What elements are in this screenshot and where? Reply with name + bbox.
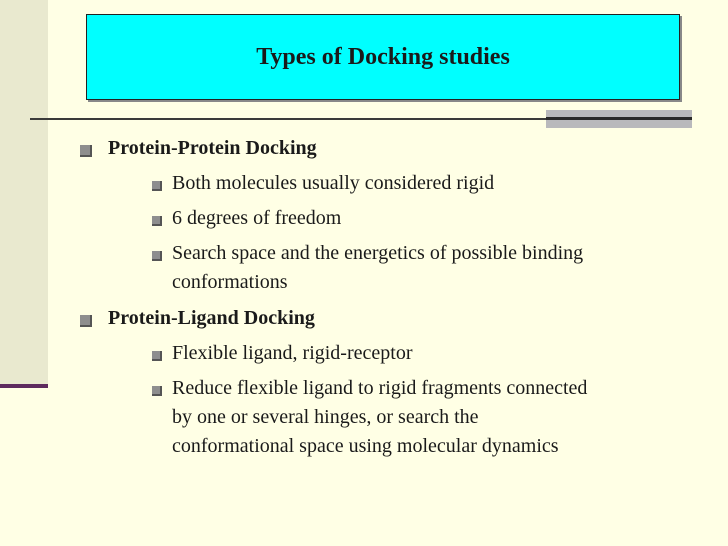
slide-title: Types of Docking studies [256,43,510,70]
square-bullet-icon [152,351,162,361]
sub-bullet-text: Both molecules usually considered rigid [172,172,495,194]
sub-bullet-text: Reduce flexible ligand to rigid fragments connected [172,377,588,399]
sub-bullet-text: Search space and the energetics of possible binding [172,242,584,264]
square-bullet-icon [80,315,92,327]
bullet-label: Protein-Ligand Docking [108,307,315,329]
sub-bullet-text: by one or several hinges, or search the [172,406,479,428]
sub-bullet-text: conformations [172,271,288,293]
square-bullet-icon [152,216,162,226]
square-bullet-icon [152,251,162,261]
square-bullet-icon [152,386,162,396]
sub-bullet-text: conformational space using molecular dynamics [172,435,559,457]
square-bullet-icon [80,145,92,157]
bullet-label: Protein-Protein Docking [108,137,317,159]
sub-bullet-text: Flexible ligand, rigid-receptor [172,342,413,364]
square-bullet-icon [152,181,162,191]
sub-bullet-text: 6 degrees of freedom [172,207,342,229]
